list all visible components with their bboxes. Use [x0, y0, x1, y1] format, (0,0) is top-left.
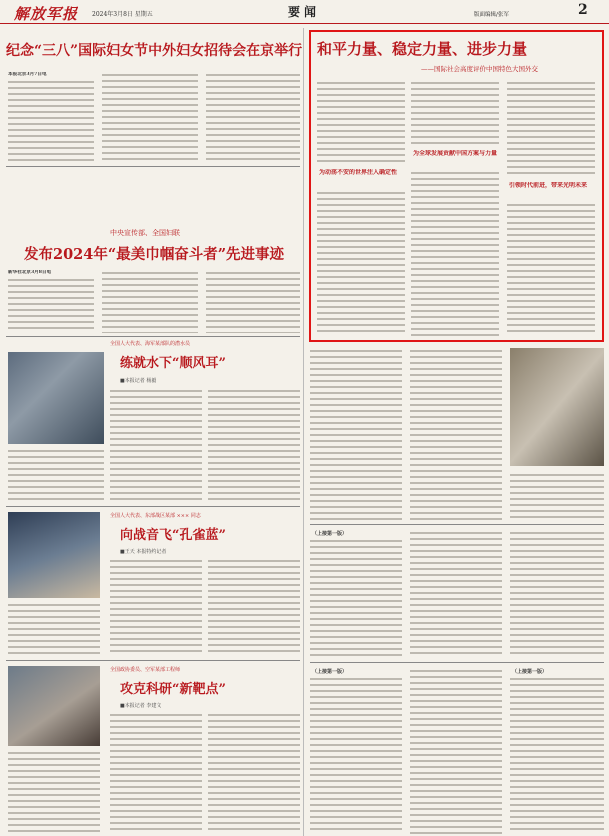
diver-body-col1 [8, 448, 104, 504]
forum-body-col2 [102, 72, 198, 163]
lower-section-2-body-a [310, 676, 402, 834]
engineer-body-col1 [8, 750, 100, 834]
newspaper-logo: 解放军报 [14, 5, 79, 23]
feature-subhead-1: 为动荡不安的世界注入确定性 [319, 169, 398, 176]
lower-section-2-label: （上接第一版） [312, 669, 348, 675]
promo-body-col3 [206, 270, 300, 333]
feature-body-col3b [507, 202, 595, 336]
feature-headline: 和平力量、稳定力量、进步力量 [317, 40, 528, 58]
lower-section-3-body [510, 676, 604, 834]
engineer-byline: ■本报记者 李建文 [120, 703, 162, 709]
diver-kicker: 全国人大代表、海军某部队的潜水员 [110, 341, 191, 347]
section-rule [310, 662, 604, 663]
engineer-photo [8, 666, 100, 746]
promo-lead: 新华社北京3月8日电 [8, 270, 52, 275]
lower-section-3-label: （上接第一版） [512, 669, 548, 675]
promo-body-col2 [102, 270, 198, 333]
forum-body-col3 [206, 72, 300, 163]
diver-body-col3 [208, 388, 300, 502]
masthead [0, 0, 609, 24]
engineer-kicker: 全国政协委员、空军某部工程师 [110, 667, 181, 673]
page-number: 2 [578, 2, 588, 18]
forum-lead: 本报北京3月7日电 [8, 72, 47, 77]
lower-section-1-body-c [510, 530, 604, 656]
feature-body-col1b [317, 190, 405, 336]
forum-body-col1 [8, 79, 94, 163]
pilot-headline: 向战音飞“孔雀蓝” [120, 528, 226, 543]
right-mid-col2 [410, 348, 502, 520]
pilot-photo [8, 512, 100, 598]
column-divider [303, 28, 304, 836]
pilot-body-col1 [8, 602, 100, 656]
promo-kicker: 中央宣传部、全国妇联 [110, 229, 180, 237]
pilot-kicker: 全国人大代表、东部战区某部 ××× 同志 [110, 513, 201, 519]
section-rule [6, 506, 300, 507]
engineer-body-col3 [208, 712, 300, 834]
feature-body-col2 [411, 80, 499, 148]
diver-photo [8, 352, 104, 444]
section-rule [310, 524, 604, 525]
section-rule [6, 336, 300, 337]
pilot-body-col2 [110, 558, 202, 656]
section-rule [6, 166, 300, 167]
promo-body-col1 [8, 277, 94, 333]
diver-headline: 练就水下“顺风耳” [120, 356, 226, 371]
right-photo [510, 348, 604, 466]
issue-date: 2024年3月8日 星期五 [92, 11, 153, 18]
page-editors: 版面编辑/张军 [474, 12, 509, 18]
diver-byline: ■本报记者 杨毅 [120, 378, 157, 384]
diver-body-col2 [110, 388, 202, 502]
pilot-byline: ■王天 本报特约记者 [120, 549, 167, 555]
pilot-body-col3 [208, 558, 300, 656]
feature-article-box [309, 30, 604, 342]
forum-headline: 纪念“三八”国际妇女节中外妇女招待会在京举行 [6, 43, 302, 59]
lower-section-1-body-a [310, 538, 402, 656]
section-title: 要闻 [288, 5, 321, 19]
feature-body-col2b [411, 170, 499, 336]
lower-section-2-body-b [410, 668, 502, 834]
feature-subtitle: ——国际社会高度评价中国特色大国外交 [421, 65, 538, 73]
feature-body-col1 [317, 80, 405, 164]
engineer-headline: 攻克科研“新靶点” [120, 682, 226, 697]
lower-section-1-label: （上接第一版） [312, 531, 348, 537]
lower-section-1-body-b [410, 530, 502, 656]
section-rule [6, 660, 300, 661]
right-mid-col3 [510, 472, 604, 520]
right-mid-col1 [310, 348, 402, 520]
engineer-body-col2 [110, 712, 202, 834]
feature-body-col3 [507, 80, 595, 176]
feature-subhead-3: 引领时代前进，带来光明未来 [509, 182, 588, 189]
feature-subhead-2: 为全球发展贡献中国方案与力量 [413, 150, 497, 157]
promo-headline: 发布2024年“最美巾帼奋斗者”先进事迹 [24, 246, 285, 263]
